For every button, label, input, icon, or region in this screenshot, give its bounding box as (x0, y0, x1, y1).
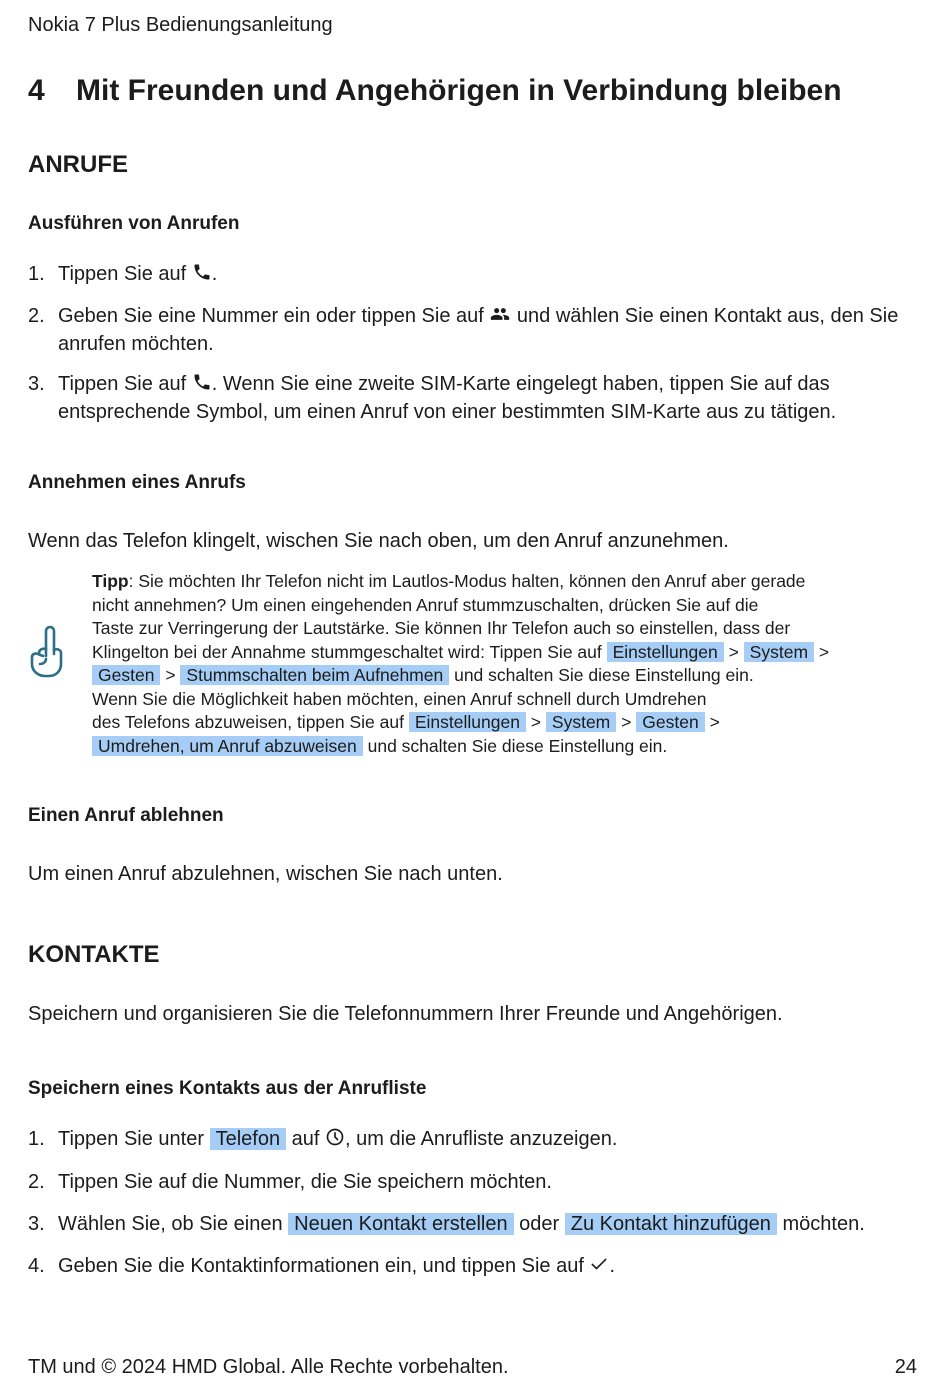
list-text: Tippen Sie unter (58, 1128, 210, 1150)
list-number: 2. (28, 1171, 45, 1193)
phone-icon (192, 262, 212, 289)
list-text: Geben Sie die Kontaktinformationen ein, und tippen Sie auf (58, 1255, 590, 1277)
menu-path-gesten: Gesten (92, 665, 160, 685)
list-text: , um die Anrufliste anzuzeigen. (345, 1128, 618, 1150)
list-text: Tippen Sie auf (58, 373, 192, 395)
list-number: 3. (28, 1213, 45, 1235)
menu-path-einstellungen: Einstellungen (607, 642, 724, 662)
tip-text: und schalten Sie diese Einstellung ein. (449, 665, 754, 685)
list-text: oder (513, 1213, 565, 1235)
list-text: anrufen möchten. (58, 333, 214, 355)
list-text: und wählen Sie einen Kontakt aus, den Sie (511, 305, 899, 327)
path-separator: > (728, 641, 739, 662)
menu-path-gesten: Gesten (636, 712, 704, 732)
subheading-ablehnen: Einen Anruf ablehnen (28, 805, 224, 826)
path-separator: > (709, 712, 720, 732)
chapter-title-text: Mit Freunden und Angehörigen in Verbindung bleiben (76, 74, 842, 107)
people-icon (489, 304, 511, 331)
document-header: Nokia 7 Plus Bedienungsanleitung (28, 14, 333, 36)
list-number: 1. (28, 263, 45, 285)
menu-path-umdrehen: Umdrehen, um Anruf abzuweisen (92, 736, 363, 756)
list-text: . (211, 263, 218, 285)
app-name-telefon: Telefon (210, 1128, 287, 1150)
subheading-annehmen: Annehmen eines Anrufs (28, 472, 246, 493)
list-text: . (609, 1255, 616, 1277)
list-number: 1. (28, 1128, 45, 1150)
tip-text: und schalten Sie diese Einstellung ein. (362, 735, 668, 756)
list-text: Tippen Sie auf (58, 263, 192, 285)
list-text: Tippen Sie auf die Nummer, die Sie speichern möchten. (58, 1171, 552, 1193)
pointing-hand-icon (26, 624, 66, 680)
section-heading-anrufe: ANRUFE (28, 151, 128, 178)
option-zu-kontakt: Zu Kontakt hinzufügen (565, 1213, 777, 1235)
tip-text: Klingelton bei der Annahme stummgeschaltet wird: Tippen Sie auf (92, 641, 607, 662)
path-separator: > (165, 665, 176, 685)
paragraph: Um einen Anruf abzulehnen, wischen Sie nach unten. (28, 863, 503, 885)
list-text: möchten. (776, 1213, 865, 1235)
list-text: entsprechende Symbol, um einen Anruf von einer bestimmten SIM-Karte aus zu tätigen. (58, 401, 837, 423)
tip-text: Taste zur Verringerung der Lautstärke. Sie können Ihr Telefon auch so einstellen, dass der (92, 618, 791, 638)
list-text: . Wenn Sie eine zweite SIM-Karte eingelegt haben, tippen Sie auf das (211, 373, 830, 395)
menu-path-system: System (546, 712, 616, 732)
path-separator: > (530, 712, 542, 732)
path-separator: > (818, 641, 830, 662)
list-number: 3. (28, 373, 45, 395)
section-heading-kontakte: KONTAKTE (28, 941, 160, 968)
tip-text: : Sie möchten Ihr Telefon nicht im Lautlos-Modus halten, können den Anruf aber gerade (128, 571, 806, 591)
path-separator: > (621, 712, 632, 732)
chapter-number: 4 (28, 74, 45, 107)
list-text: Geben Sie eine Nummer ein oder tippen Sie auf (58, 305, 490, 327)
chapter-title (28, 74, 842, 108)
list-number: 4. (28, 1255, 45, 1277)
paragraph: Wenn das Telefon klingelt, wischen Sie nach oben, um den Anruf anzunehmen. (28, 530, 729, 552)
tip-box (92, 570, 829, 758)
tip-text: nicht annehmen? Um einen eingehenden Anruf stummzuschalten, drücken Sie auf die (92, 594, 759, 615)
menu-path-stummschalten: Stummschalten beim Aufnehmen (180, 665, 449, 685)
menu-path-system: System (744, 642, 814, 662)
tip-text: des Telefons abzuweisen, tippen Sie auf (92, 712, 409, 732)
footer-copyright: TM und © 2024 HMD Global. Alle Rechte vorbehalten. (28, 1356, 509, 1378)
clock-icon (325, 1127, 345, 1154)
subheading-ausfuehren: Ausführen von Anrufen (28, 213, 240, 234)
subheading-speichern: Speichern eines Kontakts aus der Anrufliste (28, 1078, 427, 1099)
paragraph: Speichern und organisieren Sie die Telefonnummern Ihrer Freunde und Angehörigen. (28, 1003, 783, 1025)
list-number: 2. (28, 305, 45, 327)
checkmark-icon (589, 1254, 609, 1281)
tip-label: Tipp (92, 571, 129, 591)
option-neuen-kontakt: Neuen Kontakt erstellen (288, 1213, 513, 1235)
list-text: auf (286, 1128, 325, 1150)
menu-path-einstellungen: Einstellungen (409, 712, 526, 732)
tip-text: Wenn Sie die Möglichkeit haben möchten, einen Anruf schnell durch Umdrehen (92, 688, 707, 709)
phone-icon (192, 372, 212, 399)
list-text: Wählen Sie, ob Sie einen (58, 1213, 289, 1235)
page-number: 24 (894, 1356, 917, 1378)
